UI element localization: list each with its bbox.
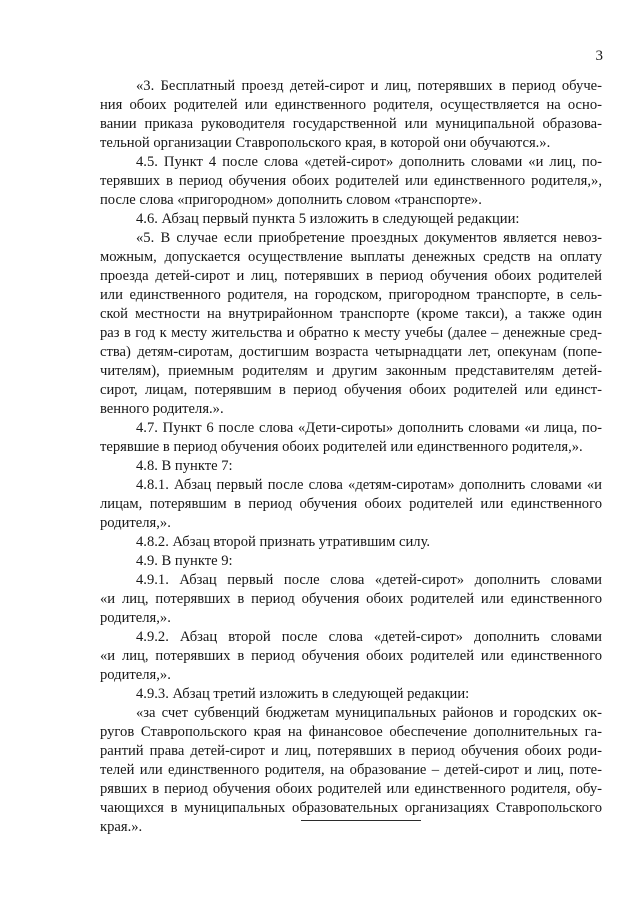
text-line: лицам, потерявшим в период обучения обоих родителей или единственного [100, 496, 602, 512]
page-number: 3 [595, 48, 603, 64]
end-separator-line [301, 820, 421, 821]
text-line: проезда детей-сирот и лиц, потерявших в период обучения обоих родителей [100, 268, 602, 284]
text-line: родителя,». [100, 515, 171, 531]
text-line: терявших в период обучения обоих родителей или единственного родителя,», [100, 173, 602, 189]
text-line: телей или единственного родителя, на образование – детей-сирот и лиц, поте- [100, 762, 602, 778]
text-line: чителям), приемным родителям и другим законным представителям детей- [100, 363, 602, 379]
text-line: 4.9.2. Абзац второй после слова «детей-сирот» дополнить словами [136, 629, 602, 645]
text-line: 4.9.1. Абзац первый после слова «детей-сирот» дополнить словами [136, 572, 602, 588]
text-line: или единственного родителя, на городском, пригородном транспорте, в сель- [100, 287, 602, 303]
text-line: рявших в период обучения обоих родителей или единственного родителя, обу- [100, 781, 602, 797]
text-line: венного родителя.». [100, 401, 224, 417]
text-line: 4.9.3. Абзац третий изложить в следующей редакции: [136, 686, 470, 702]
text-line: можным, допускается осуществление выплаты денежных средств на оплату [100, 249, 602, 265]
text-line: «5. В случае если приобретение проездных документов является невоз- [136, 230, 602, 246]
text-line: вании приказа руководителя государственной или муниципальной образова- [100, 116, 602, 132]
text-line: «3. Бесплатный проезд детей-сирот и лиц, потерявших в период обуче- [136, 78, 602, 94]
text-line: «и лиц, потерявших в период обучения обоих родителей или единственного [100, 591, 602, 607]
text-line: ства) детям-сиротам, достигшим возраста четырнадцати лет, опекунам (попе- [100, 344, 602, 360]
text-line: ской местности на внутрирайонном транспорте (кроме такси), а также один [100, 306, 602, 322]
text-line: тельной организации Ставропольского края, в которой они обучаются.». [100, 135, 551, 151]
text-line: рантий права детей-сирот и лиц, потерявших в период обучения обоих роди- [100, 743, 602, 759]
text-line: родителя,». [100, 610, 171, 626]
text-line: чающихся в муниципальных образовательных организациях Ставропольского [100, 800, 602, 816]
text-line: сирот, лицам, потерявшим в период обучения обоих родителей или единст- [100, 382, 602, 398]
text-line: родителя,». [100, 667, 171, 683]
text-line: 4.6. Абзац первый пункта 5 изложить в следующей редакции: [136, 211, 520, 227]
text-line: 4.5. Пункт 4 после слова «детей-сирот» дополнить словами «и лиц, по- [136, 154, 602, 170]
text-line: «за счет субвенций бюджетам муниципальных районов и городских ок- [136, 705, 602, 721]
text-line: «и лиц, потерявших в период обучения обоих родителей или единственного [100, 648, 602, 664]
text-line: ния обоих родителей или единственного родителя, осуществляется на осно- [100, 97, 602, 113]
document-body [100, 77, 602, 837]
text-line: 4.8. В пункте 7: [136, 458, 233, 474]
text-line: 4.7. Пункт 6 после слова «Дети-сироты» дополнить словами «и лица, по- [136, 420, 602, 436]
text-line: после слова «пригородном» дополнить словом «транспорте». [100, 192, 482, 208]
text-line: края.». [100, 819, 143, 835]
text-line: раз в год к месту жительства и обратно к месту учебы (далее – денежные сред- [100, 325, 602, 341]
text-line: 4.8.2. Абзац второй признать утратившим силу. [136, 534, 431, 550]
text-line: 4.9. В пункте 9: [136, 553, 233, 569]
text-line: терявшие в период обучения обоих родителей или единственного родителя,». [100, 439, 583, 455]
text-line: 4.8.1. Абзац первый после слова «детям-сиротам» дополнить словами «и [136, 477, 602, 493]
text-line: ругов Ставропольского края на финансовое обеспечение дополнительных га- [100, 724, 602, 740]
